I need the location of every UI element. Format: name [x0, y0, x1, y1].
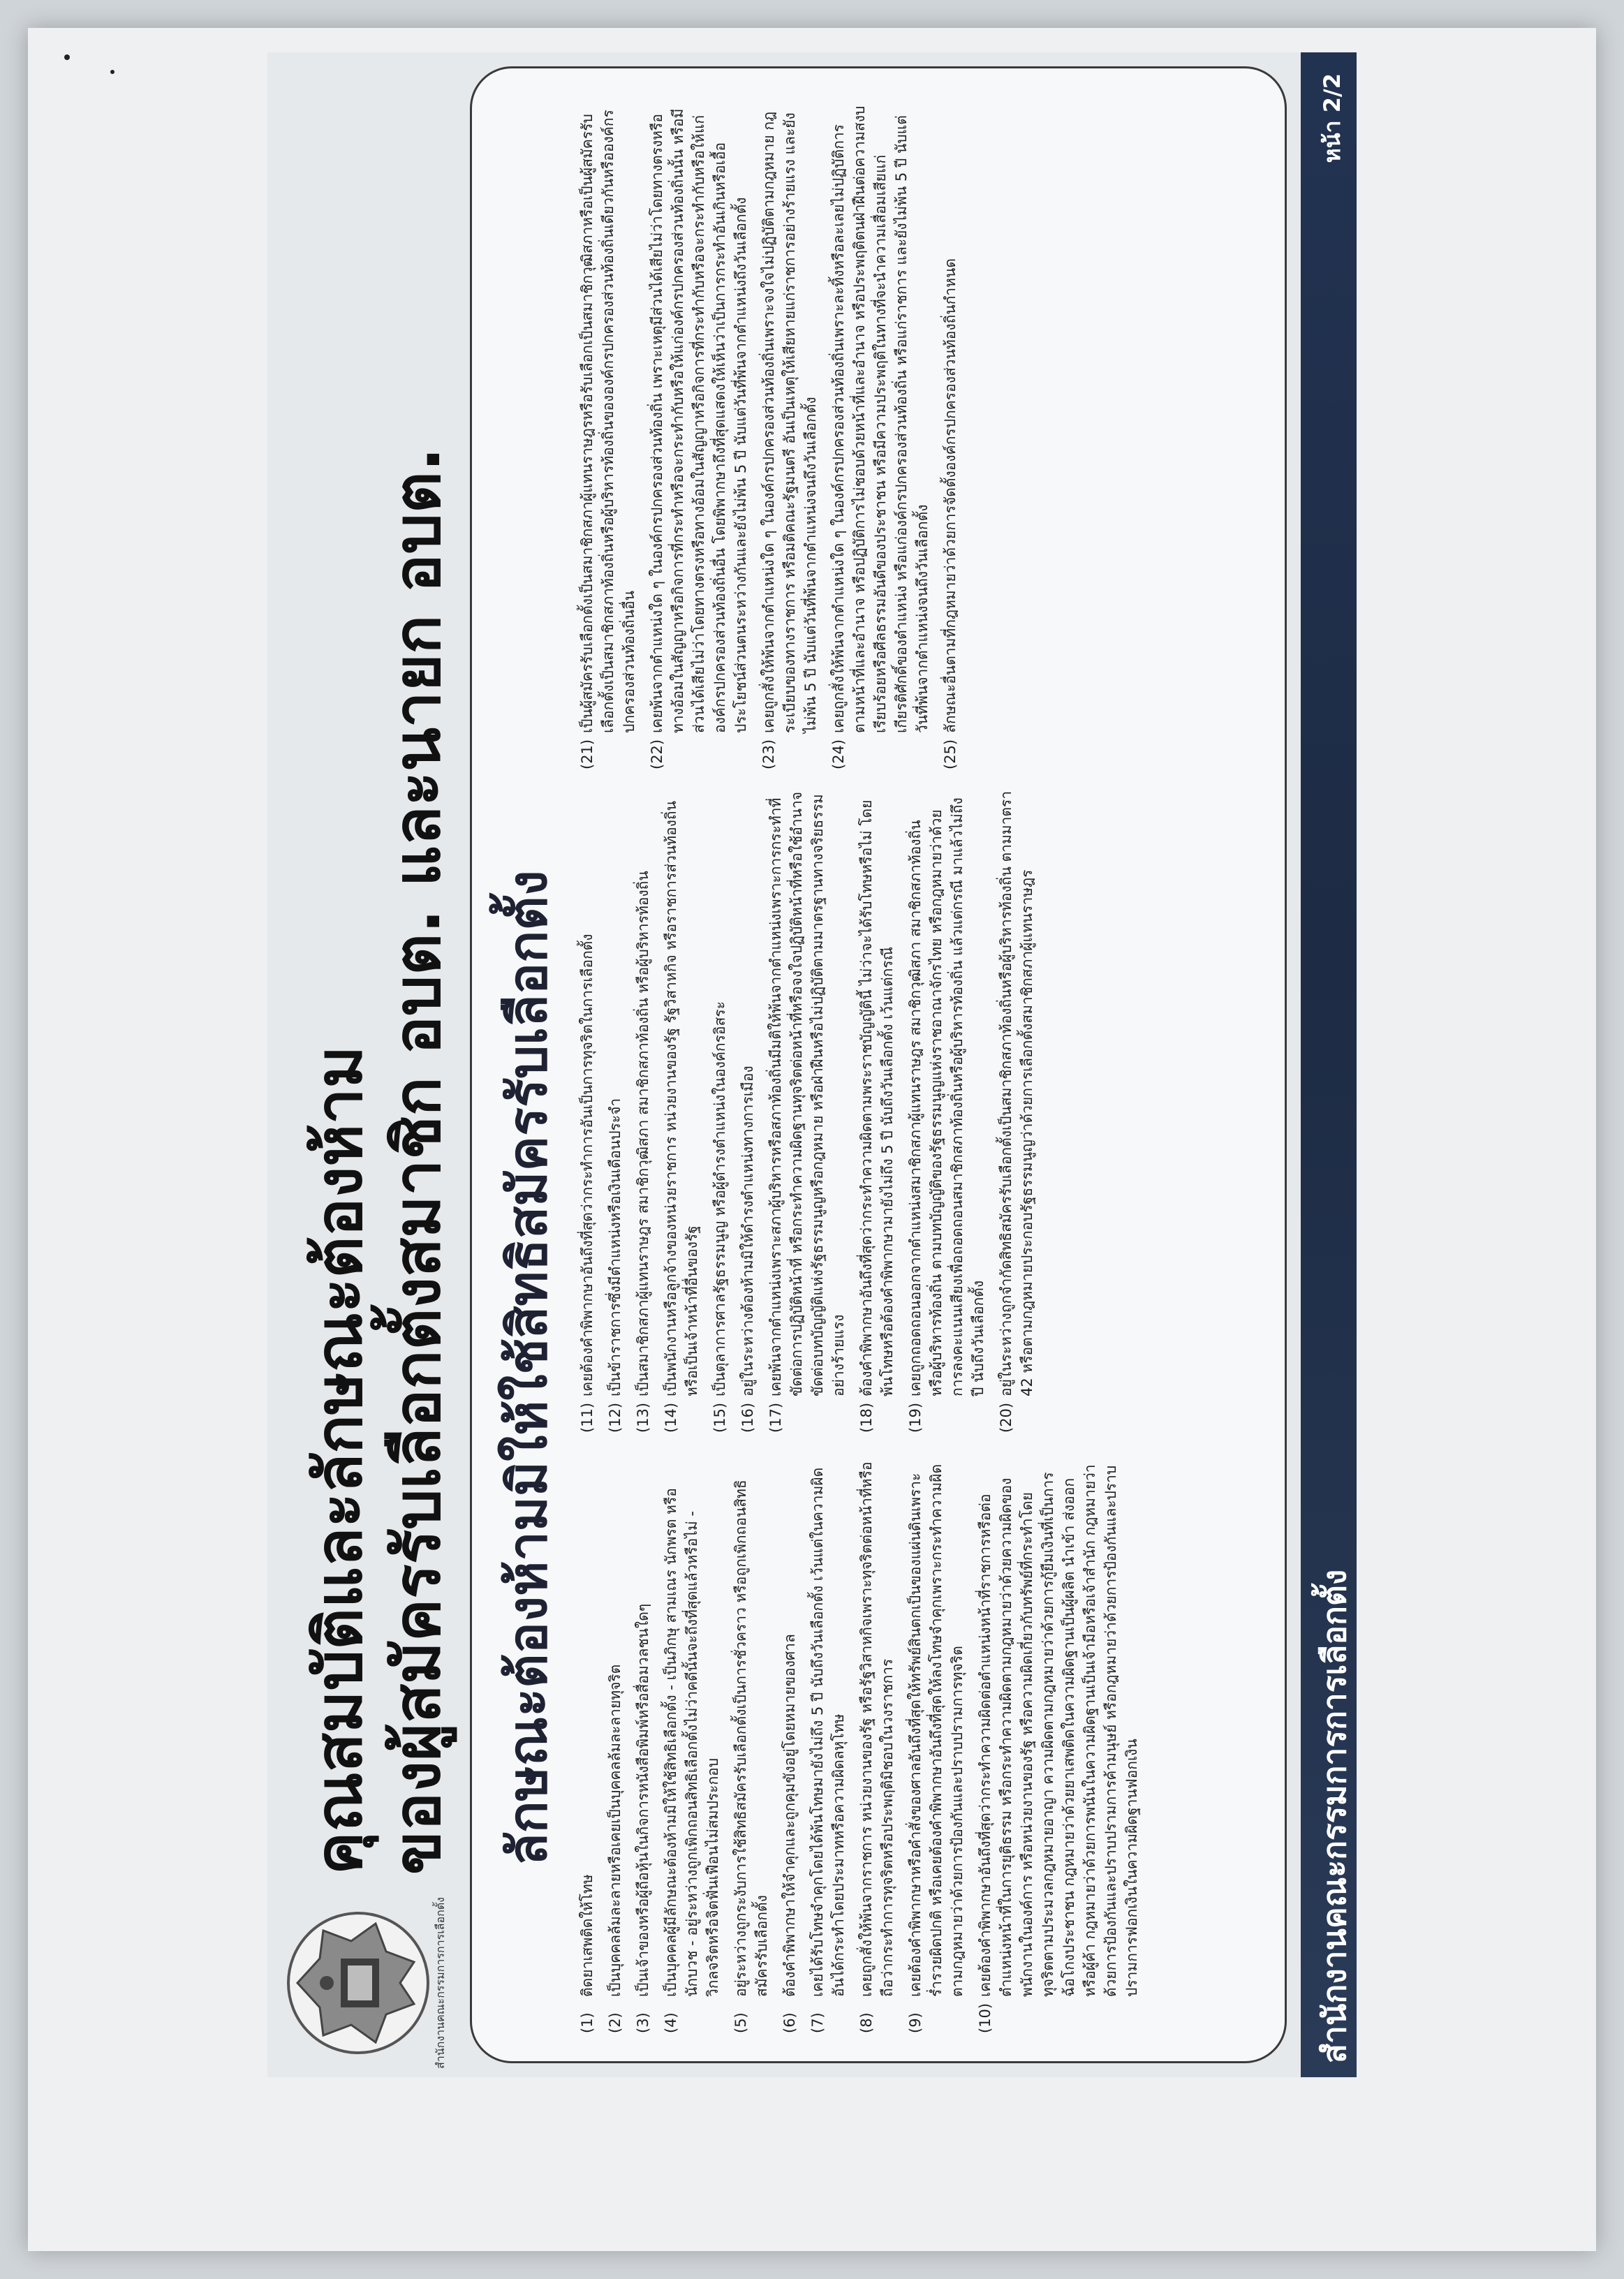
list-item: (3) เป็นเจ้าของหรือผู้ถือหุ้นในกิจการหนังสือพิมพ์หรือสื่อมวลชนใดๆ: [635, 1603, 651, 2033]
ect-seal-icon: [285, 1910, 431, 2056]
list-item: (16) อยู่ในระหว่างต้องห้ามมิให้ดำรงตำแหน่งทางการเมือง: [739, 1065, 756, 1433]
page-title-line2: ของผู้สมัครรับเลือกตั้งสมาชิก อบต. และนายก อบต.: [380, 447, 455, 1875]
list-item: (25) ลักษณะอื่นตามที่กฎหมายว่าด้วยการจัดตั้งองค์กรปกครองส่วนท้องถิ่นกำหนด: [942, 258, 959, 769]
card-title: ลักษณะต้องห้ามมิให้ใช้สิทธิสมัครรับเลือกตั้ง: [496, 870, 559, 1866]
paper-speck: [110, 70, 115, 74]
list-item: (17) เคยพ้นจากตำแหน่งเพราะสภาผู้บริหารหรือสภาท้องถิ่นมีมติให้พ้นจากตำแหน่งเพราะการกระทำที่ขัดต่อการปฏิบัติหน้าที่ หรือกระทำความผิดฐานทุจริตต่อหน้าที่หรือจงใจปฏิบัติหน้าที่หรือใช้อำนาจขัดต่อบทบัญญัติแห่งรัฐธรรมนูญหรือกฎหมาย หรือฝ่าฝืนหรือไม่ปฏิบัติตามมาตรฐานทางจริยธรรมอย่างร้ายแรง: [767, 791, 847, 1433]
list-item: (5) อยู่ระหว่างถูกระงับการใช้สิทธิสมัครรับเลือกตั้งเป็นการชั่วคราว หรือถูกเพิกถอนสิทธิสมัครรับเลือกตั้ง: [732, 1480, 770, 2033]
list-item: (10) เคยต้องคำพิพากษาอันถึงที่สุดว่ากระทำความผิดต่อตำแหน่งหน้าที่ราชการหรือต่อตำแหน่งหน้าที่ในการยุติธรรม หรือกระทำความผิดตามกฎหมายว่าด้วยความผิดของพนักงานในองค์การ หรือหน่วยงานของรัฐ หรือความผิดเกี่ยวกับทรัพย์ที่กระทำโดยทุจริตตามประมวลกฎหมายอาญา ความผิดตามกฎหมายว่าด้วยการกู้ยืมเงินที่เป็นการฉ้อโกงประชาชน กฎหมายว่าด้วยยาเสพติดในความผิดฐานเป็นผู้ผลิต นำเข้า ส่งออก หรือผู้ค้า กฎหมายว่าด้วยการพนันในความผิดฐานเป็นเจ้ามือหรือเจ้าสำนัก กฎหมายว่าด้วยการป้องกันและปราบปรามการค้ามนุษย์ หรือกฎหมายว่าด้วยการป้องกันและปราบปรามการฟอกเงินในความผิดฐานฟอกเงิน: [977, 1464, 1140, 2033]
list-item: (11) เคยต้องคำพิพากษาอันถึงที่สุดว่ากระทำการอันเป็นการทุจริตในการเลือกตั้ง: [579, 934, 596, 1433]
seal-caption: สำนักงานคณะกรรมการการเลือกตั้ง: [434, 1897, 447, 2069]
page-title-line1: คุณสมบัติและลักษณะต้องห้าม: [302, 1045, 376, 1875]
list-item: (12) เป็นข้าราชการซึ่งมีตำแหน่งหรือเงินเดือนประจำ: [607, 1098, 623, 1433]
page-footer: [1301, 52, 1357, 2077]
list-item: (19) เคยถูกถอดถอนออกจากตำแหน่งสมาชิกสภาผู้แทนราษฎร สมาชิกวุฒิสภา สมาชิกสภาท้องถิ่น หรือผู้บริหารท้องถิ่น ตามบทบัญญัติของรัฐธรรมนูญแห่งราชอาณาจักรไทย หรือกฎหมายว่าด้วยการลงคะแนนเสียงเพื่อถอดถอนสมาชิกสภาท้องถิ่นหรือผู้บริหารท้องถิ่น แล้วแต่กรณี มาแล้วไม่ถึงปี นับถึงวันเลือกตั้ง: [907, 797, 987, 1433]
column-1: [577, 1461, 1149, 2033]
list-item: (13) เป็นสมาชิกสภาผู้แทนราษฎร สมาชิกวุฒิสภา สมาชิกสภาท้องถิ่น หรือผู้บริหารท้องถิ่น: [635, 871, 651, 1433]
list-item: (7) เคยได้รับโทษจำคุกโดยได้พ้นโทษมายังไม่ถึง 5 ปี นับถึงวันเลือกตั้ง เว้นแต่ในความผิดอันได้กระทำโดยประมาทหรือความผิดลหุโทษ: [809, 1467, 847, 2033]
list-item: (24) เคยถูกสั่งให้พ้นจากตำแหน่งใด ๆ ในองค์กรปกครองส่วนท้องถิ่นเพราะละทิ้งหรือละเลยไม่ปฏิบัติการตามหน้าที่และอำนาจ หรือปฏิบัติการไม่ชอบด้วยหน้าที่และอำนาจ หรือประพฤติตนฝ่าฝืนต่อความสงบเรียบร้อยหรือศีลธรรมอันดีของประชาชน หรือมีความประพฤติในทางที่จะนำความเสื่อมเสียแก่เกียรติศักดิ์ของตำแหน่ง หรือแก่องค์กรปกครองส่วนท้องถิ่น หรือแก่ราชการ และยังไม่พ้น 5 ปี นับแต่วันที่พ้นจากตำแหน่งจนถึงวันเลือกตั้ง: [830, 105, 931, 769]
list-item: (6) ต้องคำพิพากษาให้จำคุกและถูกคุมขังอยู่โดยหมายของศาล: [781, 1634, 798, 2033]
list-item: (15) เป็นตุลาการศาลรัฐธรรมนูญ หรือผู้ดำรงตำแหน่งในองค์กรอิสระ: [711, 1001, 728, 1433]
list-item: (18) ต้องคำพิพากษาอันถึงที่สุดว่ากระทำความผิดตามพระราชบัญญัตินี้ ไม่ว่าจะได้รับโทษหรือไม่ โดยพ้นโทษหรือต้องคำพิพากษามายังไม่ถึง 5 ปี นับถึงวันเลือกตั้ง เว้นแต่กรณี: [858, 799, 896, 1433]
list-item: (2) เป็นบุคคลล้มละลายหรือเคยเป็นบุคคลล้มละลายทุจริต: [607, 1664, 623, 2033]
footer-org-name: สำนักงานคณะกรรมการการเลือกตั้ง: [1315, 1569, 1353, 2063]
list-item: (21) เป็นผู้สมัครรับเลือกตั้งเป็นสมาชิกสภาผู้แทนราษฎรหรือรับเลือกเป็นสมาชิกวุฒิสภาหรือเป็นผู้สมัครรับเลือกตั้งเป็นสมาชิกสภาท้องถิ่นหรือผู้บริหารท้องถิ่นขององค์กรปกครองส่วนท้องถิ่นเดียวกันหรือองค์กรปกครองส่วนท้องถิ่นอื่น: [579, 110, 637, 769]
paper-sheet: [28, 28, 1596, 2251]
column-3: [577, 99, 968, 769]
prohibitions-card: [470, 66, 1287, 2063]
page-header: [267, 52, 456, 2077]
list-item: (9) เคยต้องคำพิพากษาหรือคำสั่งของศาลอันถึงที่สุดให้ทรัพย์สินตกเป็นของแผ่นดินเพราะร่ำรวยผิดปกติ หรือเคยต้องคำพิพากษาอันถึงที่สุดให้ลงโทษจำคุกเพราะกระทำความผิดตามกฎหมายว่าด้วยการป้องกันและปราบปรามการทุจริต: [907, 1463, 966, 2033]
column-2: [577, 790, 1044, 1433]
list-item: (8) เคยถูกสั่งให้พ้นจากราชการ หน่วยงานของรัฐ หรือรัฐวิสาหกิจเพราะทุจริตต่อหน้าที่หรือถือว่ากระทำการทุจริตหรือประพฤติมิชอบในวงราชการ: [858, 1461, 896, 2033]
list-item: (20) อยู่ในระหว่างถูกจำกัดสิทธิสมัครรับเลือกตั้งเป็นสมาชิกสภาท้องถิ่นหรือผู้บริหารท้องถิ่น ตามมาตรา 42 หรือตามกฎหมายประกอบรัฐธรรมนูญว่าด้วยการเลือกตั้งสมาชิกสภาผู้แทนราษฎร: [998, 790, 1035, 1433]
printed-page: [267, 52, 1357, 2077]
page-number: หน้า 2/2: [1319, 73, 1345, 163]
list-item: (4) เป็นบุคคลผู้มีลักษณะต้องห้ามมิให้ใช้สิทธิเลือกตั้ง - เป็นภิกษุ สามเณร นักพรต หรือนักบวช - อยู่ระหว่างถูกเพิกถอนสิทธิเลือกตั้งไม่ว่าคดีนั้นจะถึงที่สุดแล้วหรือไม่ - วิกลจริตหรือจิตฟั่นเฟือนไม่สมประกอบ: [663, 1488, 721, 2033]
list-item: (14) เป็นพนักงานหรือลูกจ้างของหน่วยราชการ หน่วยงานของรัฐ รัฐวิสาหกิจ หรือราชการส่วนท้องถิ่น หรือเป็นเจ้าหน้าที่อื่นของรัฐ: [663, 800, 700, 1433]
list-item: (23) เคยถูกสั่งให้พ้นจากตำแหน่งใด ๆ ในองค์กรปกครองส่วนท้องถิ่นเพราะจงใจไม่ปฏิบัติตามกฎหมาย กฎ ระเบียบของทางราชการ หรือมติคณะรัฐมนตรี อันเป็นเหตุให้เสียหายแก่ราชการอย่างร้ายแรง และยังไม่พ้น 5 ปี นับแต่วันที่พ้นจากตำแหน่งจนถึงวันเลือกตั้ง: [760, 111, 819, 769]
list-item: (22) เคยพ้นจากตำแหน่งใด ๆ ในองค์กรปกครองส่วนท้องถิ่น เพราะเหตุมีส่วนได้เสียไม่ว่าโดยทางตรงหรือทางอ้อมในสัญญาหรือกิจการที่กระทำหรือจะกระทำกับหรือให้แก่องค์กรปกครองส่วนท้องถิ่นนั้น หรือมีส่วนได้เสียไม่ว่าโดยทางตรงหรือทางอ้อมในสัญญาหรือกิจการที่กระทำกับหรือจะกระทำกับหรือให้แก่องค์กรปกครองส่วนท้องถิ่นอื่น โดยพิพากษาถึงที่สุดแสดงให้เห็นว่าเป็นการกระทำอันเกินหรือเอื้อประโยชน์ส่วนตนระหว่างกันและยังไม่พ้น 5 ปี นับแต่วันที่พ้นจากตำแหน่งถึงวันเลือกตั้ง: [649, 108, 749, 769]
list-item: (1) ติดยาเสพติดให้โทษ: [579, 1874, 596, 2033]
paper-speck: [64, 54, 70, 60]
